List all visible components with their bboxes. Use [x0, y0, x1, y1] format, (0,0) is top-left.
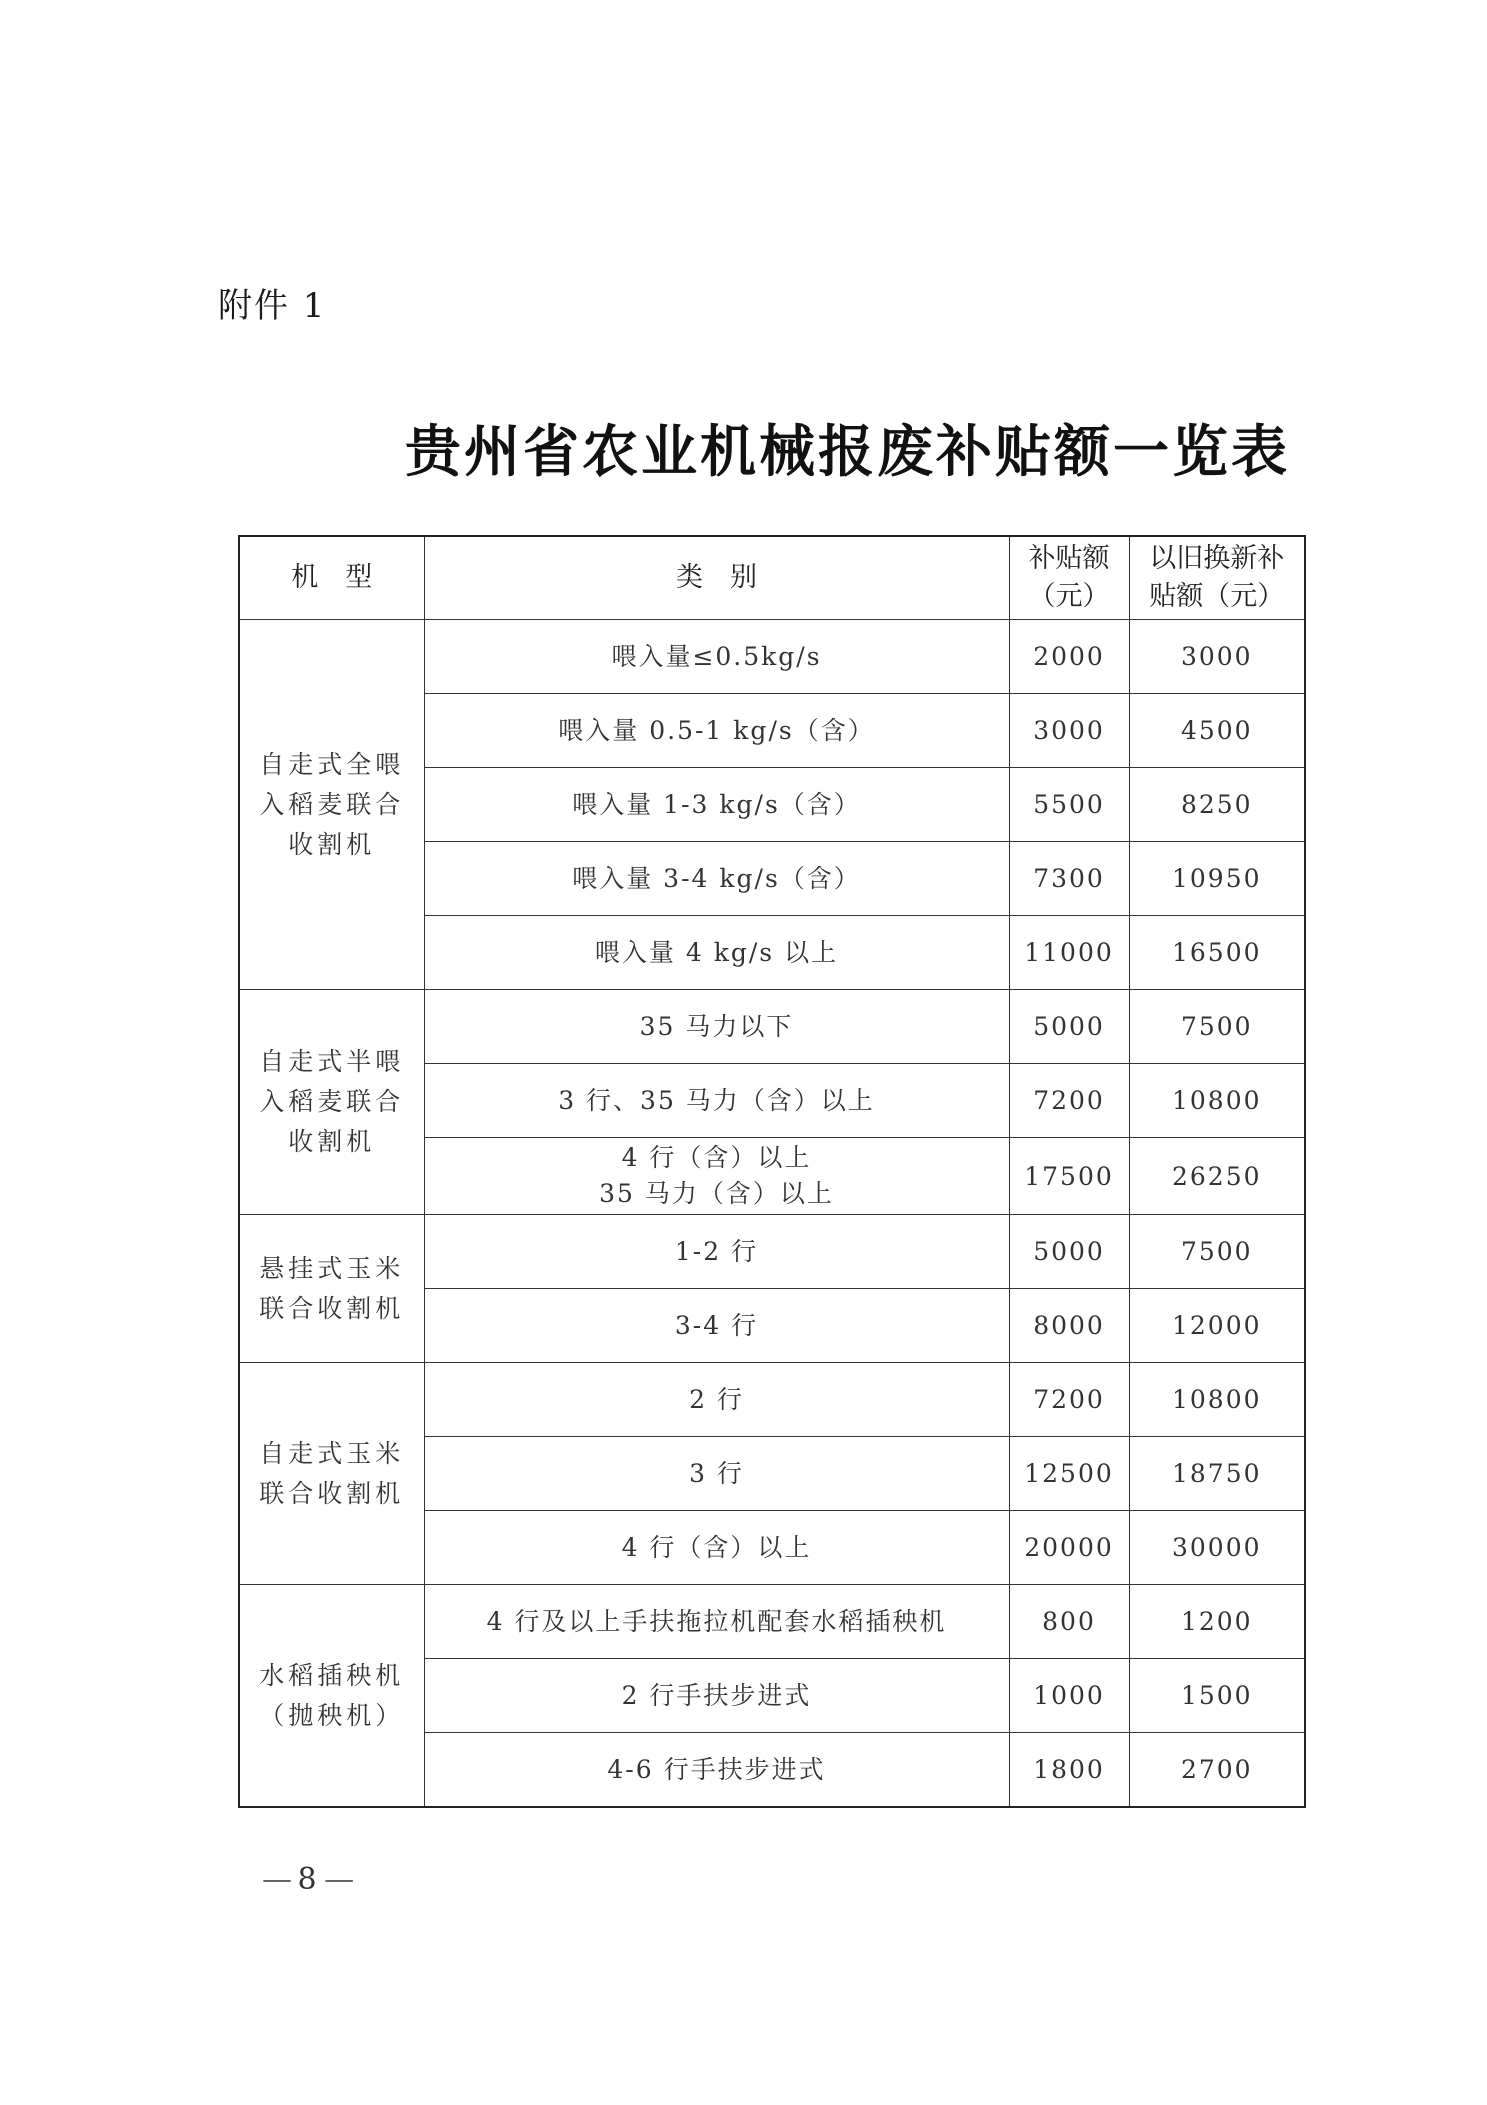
header-category: 类 别 [424, 536, 1009, 620]
category-line: 喂入量≤0.5kg/s [611, 641, 822, 671]
category-line: 4 行（含）以上 [621, 1532, 812, 1562]
trade-in-cell: 7500 [1129, 1215, 1305, 1289]
trade-in-cell: 2700 [1129, 1733, 1305, 1808]
attachment-label: 附件 1 [218, 286, 327, 326]
category-cell [424, 620, 1009, 694]
subsidy-cell: 800 [1009, 1585, 1129, 1659]
header-subsidy-line: 补贴额 [1028, 543, 1110, 574]
category-cell [424, 1215, 1009, 1289]
category-line: 3 行、35 马力（含）以上 [558, 1085, 875, 1115]
category-line: 3 行 [689, 1458, 744, 1488]
trade-in-cell: 8250 [1129, 768, 1305, 842]
trade-in-cell: 10950 [1129, 842, 1305, 916]
table-row [239, 1363, 1305, 1437]
category-line: 喂入量 1-3 kg/s（含） [572, 789, 861, 819]
category-cell [424, 990, 1009, 1064]
machine-model-cell [239, 1363, 424, 1585]
subsidy-cell: 17500 [1009, 1138, 1129, 1215]
subsidy-cell: 1800 [1009, 1733, 1129, 1808]
category-cell [424, 1511, 1009, 1585]
machine-model-cell [239, 620, 424, 990]
category-line: 4 行（含）以上 [621, 1143, 812, 1172]
trade-in-cell: 16500 [1129, 916, 1305, 990]
trade-in-cell: 12000 [1129, 1289, 1305, 1363]
subsidy-cell: 7200 [1009, 1363, 1129, 1437]
category-line: 1-2 行 [674, 1236, 759, 1266]
category-cell [424, 1138, 1009, 1215]
subsidy-cell: 7200 [1009, 1064, 1129, 1138]
category-cell [424, 1733, 1009, 1808]
machine-model-line: 入稻麦联合 [259, 1087, 405, 1116]
machine-model-line: 收割机 [288, 829, 376, 859]
header-model: 机 型 [239, 536, 424, 620]
machine-model-line: （抛秧机） [259, 1700, 405, 1730]
category-line: 2 行 [689, 1384, 744, 1414]
table-row [239, 1215, 1305, 1289]
machine-model-cell [239, 990, 424, 1215]
trade-in-cell: 3000 [1129, 620, 1305, 694]
category-cell [424, 1363, 1009, 1437]
subsidy-cell: 7300 [1009, 842, 1129, 916]
category-cell [424, 842, 1009, 916]
trade-in-cell: 1500 [1129, 1659, 1305, 1733]
machine-model-cell [239, 1215, 424, 1363]
category-cell [424, 694, 1009, 768]
category-line: 4 行及以上手扶拖拉机配套水稻插秧机 [486, 1606, 947, 1636]
page-number-dash: — [262, 1862, 298, 1897]
machine-model-cell [239, 1585, 424, 1808]
machine-model-line: 收割机 [288, 1127, 376, 1156]
page-number-value: 8 [297, 1862, 317, 1897]
subsidy-cell: 5000 [1009, 1215, 1129, 1289]
trade-in-cell: 1200 [1129, 1585, 1305, 1659]
subsidy-cell: 11000 [1009, 916, 1129, 990]
category-line: 35 马力（含）以上 [599, 1179, 834, 1208]
trade-in-cell: 26250 [1129, 1138, 1305, 1215]
header-subsidy-line: （元） [1028, 581, 1110, 612]
subsidy-cell: 1000 [1009, 1659, 1129, 1733]
subsidy-cell: 8000 [1009, 1289, 1129, 1363]
subsidy-cell: 2000 [1009, 620, 1129, 694]
trade-in-cell: 18750 [1129, 1437, 1305, 1511]
category-cell [424, 1064, 1009, 1138]
category-line: 喂入量 4 kg/s 以上 [594, 937, 839, 967]
category-cell [424, 768, 1009, 842]
document-title: 贵州省农业机械报废补贴额一览表 [405, 419, 1290, 485]
trade-in-cell: 30000 [1129, 1511, 1305, 1585]
table-row [239, 1585, 1305, 1659]
page-number-dash: — [316, 1862, 353, 1897]
machine-model-line: 悬挂式玉米 [259, 1253, 405, 1283]
machine-model-line: 自走式全喂 [259, 749, 405, 779]
subsidy-cell: 12500 [1009, 1437, 1129, 1511]
machine-model-line: 水稻插秧机 [259, 1660, 405, 1690]
trade-in-cell: 7500 [1129, 990, 1305, 1064]
category-line: 3-4 行 [674, 1310, 759, 1340]
header-trade-in-line: 贴额（元） [1149, 581, 1285, 612]
category-line: 喂入量 3-4 kg/s（含） [572, 863, 861, 893]
category-cell [424, 1585, 1009, 1659]
page-number [262, 1862, 352, 1897]
machine-model-line: 自走式半喂 [259, 1047, 405, 1076]
header-subsidy [1009, 536, 1129, 620]
subsidy-table [238, 535, 1306, 1808]
subsidy-cell: 5500 [1009, 768, 1129, 842]
trade-in-cell: 10800 [1129, 1064, 1305, 1138]
machine-model-line: 联合收割机 [259, 1478, 405, 1508]
category-cell [424, 1659, 1009, 1733]
table-body [239, 620, 1305, 1808]
header-trade-in [1129, 536, 1305, 620]
subsidy-cell: 20000 [1009, 1511, 1129, 1585]
category-line: 35 马力以下 [639, 1011, 794, 1041]
table-row [239, 620, 1305, 694]
category-cell [424, 1437, 1009, 1511]
category-line: 喂入量 0.5-1 kg/s（含） [558, 715, 875, 745]
subsidy-cell: 3000 [1009, 694, 1129, 768]
header-trade-in-line: 以旧换新补 [1149, 543, 1285, 574]
machine-model-line: 自走式玉米 [259, 1438, 405, 1468]
table-row [239, 990, 1305, 1064]
category-line: 2 行手扶步进式 [621, 1680, 812, 1710]
category-line: 4-6 行手扶步进式 [607, 1754, 826, 1784]
trade-in-cell: 4500 [1129, 694, 1305, 768]
category-cell [424, 916, 1009, 990]
table-header-row [239, 536, 1305, 620]
trade-in-cell: 10800 [1129, 1363, 1305, 1437]
subsidy-cell: 5000 [1009, 990, 1129, 1064]
machine-model-line: 入稻麦联合 [259, 789, 405, 819]
category-cell [424, 1289, 1009, 1363]
machine-model-line: 联合收割机 [259, 1293, 405, 1323]
